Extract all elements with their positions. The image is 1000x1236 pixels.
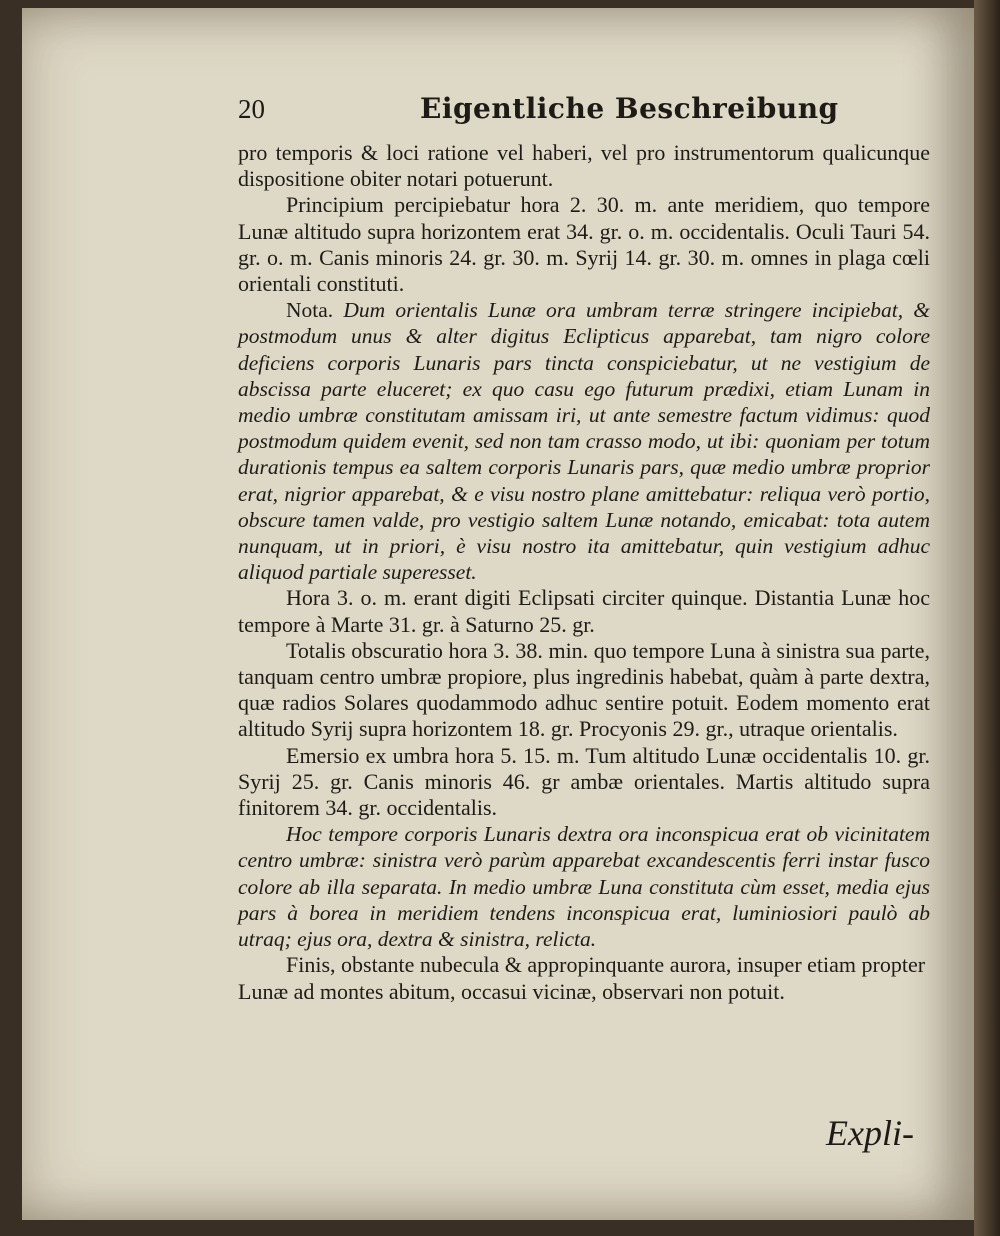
book-gutter: [974, 0, 1000, 1236]
paragraph-nota: [238, 297, 930, 585]
paragraph-principium: Principium percipiebatur hora 2. 30. m. ante meridiem, quo tempore Lunæ altitudo supra horizontem erat 34. gr. o. m. occidentalis. Oculi Tauri 54. gr. o. m. Canis minoris 24. gr. 30. m. Syrij 14. gr. 30. m. omnes in plaga cœli orientali constituti.: [238, 192, 930, 297]
paragraph-hoc-tempore: Hoc tempore corporis Lunaris dextra ora inconspicua erat ob vicinitatem centro umbræ: sinistra verò parùm apparebat excandescentis ferri instar fusco colore ab illa separata. In medio umbræ Luna constituta cùm esset, media ejus pars à borea in meridiem tendens inconspicua erat, luminiosiori paulò ab utraq; ejus ora, dextra & sinistra, relicta.: [238, 822, 930, 952]
page-number: 20: [238, 94, 265, 124]
paragraph-continuation: pro temporis & loci ratione vel haberi, vel pro instrumentorum qualicunque dispositione obiter notari potuerunt.: [238, 140, 930, 192]
paragraph-hora-3: Hora 3. o. m. erant digiti Eclipsati circiter quinque. Distantia Lunæ hoc tempore à Marte 31. gr. à Saturno 25. gr.: [238, 585, 930, 637]
paragraph-emersio: Emersio ex umbra hora 5. 15. m. Tum altitudo Lunæ occidentalis 10. gr. Syrij 25. gr. Canis minoris 46. gr ambæ orientales. Martis altitudo supra finitorem 34. gr. occidentalis.: [238, 742, 930, 821]
body-text: [238, 140, 930, 1005]
paragraph-finis: Finis, obstante nubecula & appropinquante aurora, insuper etiam propter Lunæ ad montes abitum, occasui vicinæ, observari non potuit.: [238, 952, 926, 1004]
paragraph-totalis: Totalis obscuratio hora 3. 38. min. quo tempore Luna à sinistra sua parte, tanquam centro umbræ propiore, plus ingredinis habebat, quàm à parte dextra, quæ radios Solares quodammodo adhuc sentire potuit. Eodem momento erat altitudo Syrij supra horizontem 18. gr. Procyonis 29. gr., utraque orientalis.: [238, 637, 930, 742]
nota-text: Dum orientalis Lunæ ora umbram terræ stringere incipiebat, & postmodum unus & alter digitus Eclipticus apparebat, tam nigro colore deficiens corporis Lunaris pars tincta conspiciebatur, ut ne vestigium de abscissa parte eluceret; ex quo casu ego futurum prædixi, etiam Lunam in medio umbræ constitutam amissam iri, ut ante semestre factum vidimus: quod postmodum quidem evenit, sed non tam crasso modo, ut ibi: quoniam per totum durationis tempus ea saltem corporis Lunaris pars, quæ medio umbræ proprior erat, nigrior apparebat, & e visu nostro plane amittebatur: reliqua verò portio, obscure tamen valde, pro vestigio saltem Lunæ notando, emicabat: tota autem nunquam, ut in priori, è visu nostro ita amittebatur, quin vestigium adhuc aliquod partiale superesset.: [238, 298, 931, 585]
catchword: Expli-: [826, 1113, 914, 1153]
running-head: Eigentliche Beschreibung: [420, 92, 839, 125]
nota-label: Nota.: [286, 298, 334, 323]
